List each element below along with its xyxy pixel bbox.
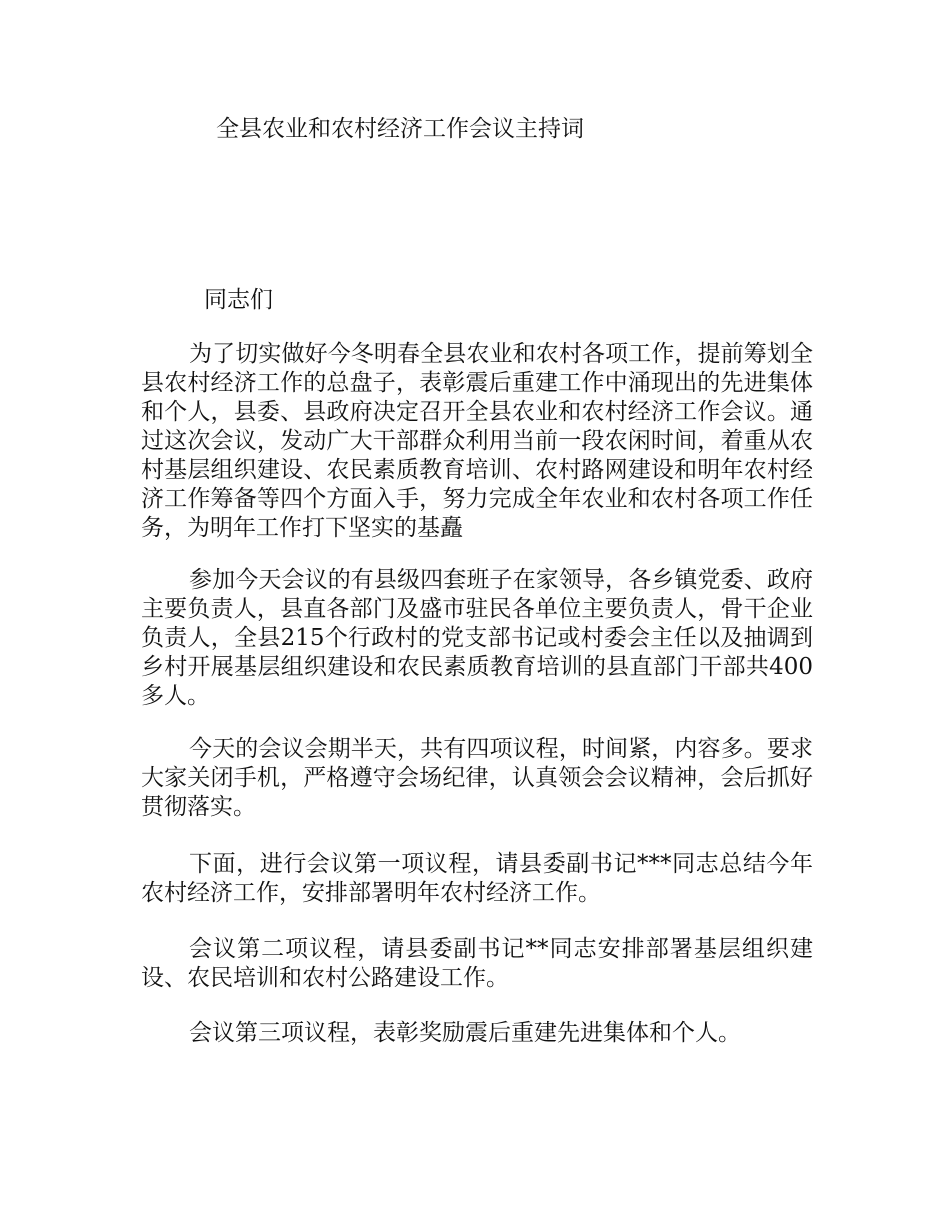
paragraph-agenda-item-3: 会议第三项议程，表彰奖励震后重建先进集体和个人。 (189, 1020, 741, 1046)
paragraph-opening: 为了切实做好今冬明春全县农业和农村各项工作，提前筹划全县农村经济工作的总盘子，表彰震后重建工作中涌现出的先进集体和个人，县委、县政府决定召开全县农业和农村经济工作会议。通过这次会议，发动广大干部群众利用当前一段农闲时间，着重从农村基层组织建设、农民素质教育培训、农村路网建设和明年农村经济工作筹备等四个方面入手，努力完成全年农业和农村各项工作任务，为明年工作打下坚实的基矗 (141, 341, 813, 541)
paragraph-agenda-item-1: 下面，进行会议第一项议程，请县委副书记***同志总结今年农村经济工作，安排部署明年农村经济工作。 (141, 851, 813, 906)
paragraph-attendees: 参加今天会议的有县级四套班子在家领导，各乡镇党委、政府主要负责人，县直各部门及盛市驻民各单位主要负责人，骨干企业负责人，全县215个行政村的党支部书记或村委会主任以及抽调到乡村开展基层组织建设和农民素质教育培训的县直部门干部共400多人。 (141, 567, 813, 709)
document-title: 全县农业和农村经济工作会议主持词 (216, 116, 584, 142)
paragraph-agenda-item-2: 会议第二项议程，请县委副书记**同志安排部署基层组织建设、农民培训和农村公路建设工作。 (141, 936, 813, 991)
paragraph-meeting-rules: 今天的会议会期半天，共有四项议程，时间紧，内容多。要求大家关闭手机，严格遵守会场纪律，认真领会会议精神，会后抓好贯彻落实。 (141, 736, 813, 820)
salutation: 同志们 (204, 287, 273, 313)
